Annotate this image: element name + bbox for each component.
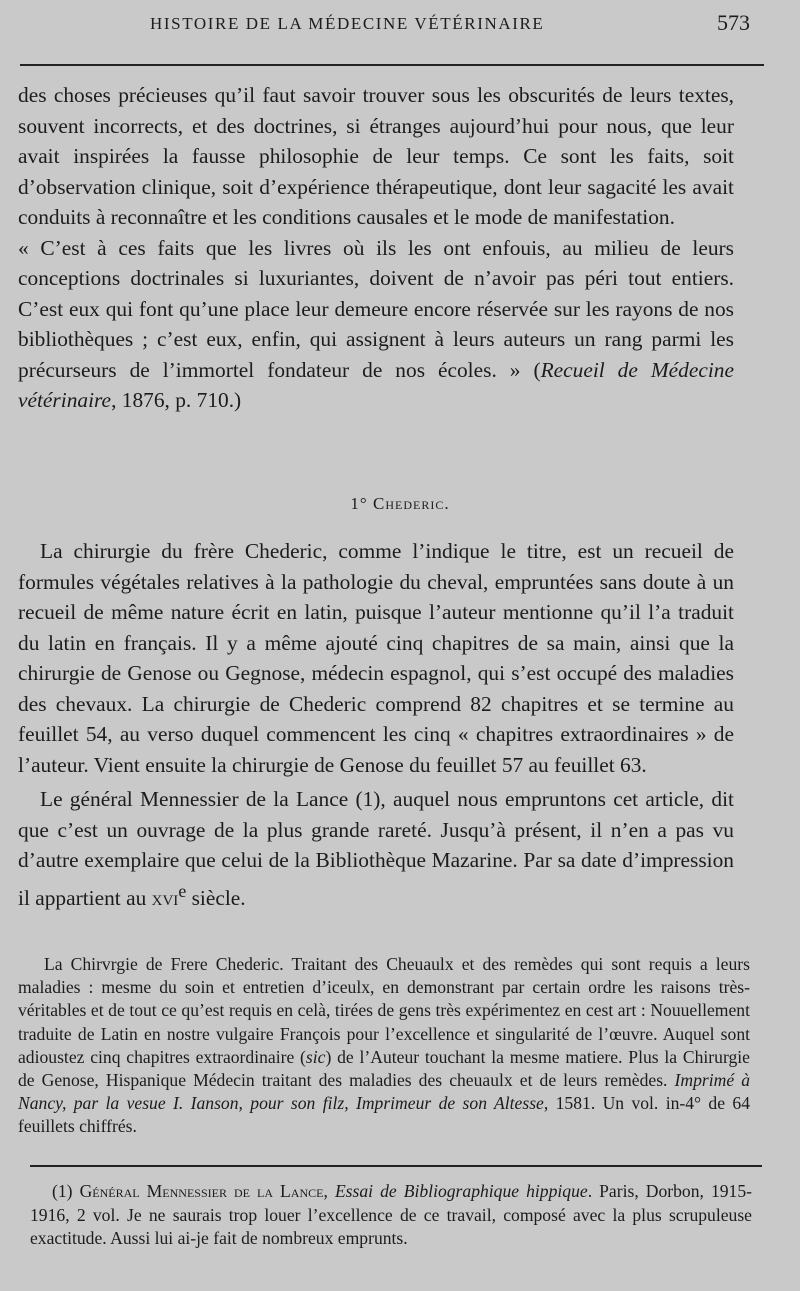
quote-paragraph-2 (18, 233, 734, 416)
footnote-separator: , (323, 1181, 335, 1201)
footnote-rule (30, 1165, 762, 1167)
section-heading (0, 494, 800, 514)
header-rule (20, 64, 764, 66)
biblio-continued-text: ) de l’Auteur touchant la mesme matiere. Plus la Chirurgie de Genose, Hispanique Médecin traitant des maladies des cheuaulx et de leurs remèdes. (18, 1046, 750, 1091)
body-paragraph-2 (18, 784, 734, 913)
page-number: 573 (717, 10, 750, 35)
biblio-details: , 1581. Un vol. in-4° de 64 feuillets chiffrés. (18, 1093, 750, 1137)
century-numeral: xvi (151, 885, 179, 910)
body-paragraph-2-text: Le général Mennessier de la Lance (1), auquel nous empruntons cet article, dit que c’est un ouvrage de la plus grande rareté. Jusqu’à présent, il n’en a pas vu d’autre exemplaire que celui de la Bibliothèque Mazarine. Par sa date d’impression il appartient au (18, 787, 734, 910)
footnote-author: Général Mennessier de la Lance (79, 1181, 324, 1201)
section-number: 1° (350, 494, 368, 513)
quote-source-details: , 1876, p. 710.) (111, 388, 242, 412)
biblio-imprint: Imprimé à Nancy, par la vesue I. Ianson, pour son filz, Imprimeur de son Altesse (18, 1070, 750, 1114)
bibliographic-entry (18, 953, 750, 1139)
body-paragraph-2-end: siècle. (186, 885, 246, 910)
quote-paragraph-1: des choses précieuses qu’il faut savoir trouver sous les obscurités de leurs textes, souvent incorrects, et des doctrines, si étranges aujourd’hui pour nous, que leur avait inspirées la fausse philosophie de leur temps. Ce sont les faits, soit d’observation clinique, soit d’expérience thérapeutique, dont leur sagacité les avait conduits à reconnaître et les conditions causales et le mode de manifestation. (18, 83, 734, 229)
section-name: Chederic. (372, 494, 450, 513)
running-head (20, 8, 782, 48)
biblio-title-text: La Chirvrgie de Frere Chederic. Traitant des Cheuaulx et des remèdes qui sont requis a leurs maladies : mesme du soin et entretien d’iceulx, en demonstrant par certain ordre les raisons très-véritables et de tout ce qu’est requis en celà, tirées de gens très expérimentez en cest art : Nouuellement traduite de Latin en nostre vulgaire François pour l’excellence et singularité de l’œuvre. Auquel sont adioustez cinq chapitres extraordinaire ( (18, 954, 750, 1067)
century-suffix: e (178, 880, 187, 901)
section-body (18, 536, 734, 913)
biblio-sic: sic (305, 1046, 326, 1067)
footnote-marker: (1) (52, 1181, 80, 1201)
running-title: HISTOIRE DE LA MÉDECINE VÉTÉRINAIRE (150, 14, 545, 33)
quoted-passage (18, 80, 734, 416)
footnote (30, 1180, 752, 1251)
quote-source-title: Recueil de Médecine vétérinaire (18, 357, 734, 412)
body-paragraph-1: La chirurgie du frère Chederic, comme l’indique le titre, est un recueil de formules végétales relatives à la pathologie du cheval, empruntées sans doute à un recueil de même nature écrit en latin, puisque l’auteur mentionne qu’il l’a traduit du latin en français. Il y a même ajouté cinq chapitres de sa main, ainsi que la chirurgie de Genose ou Gegnose, médecin espagnol, qui s’est occupé des maladies des chevaux. La chirurgie de Chederic comprend 82 chapitres et se termine au feuillet 54, au verso duquel commencent les cinq « chapitres extraordinaires » de l’auteur. Vient ensuite la chirurgie de Genose du feuillet 57 au feuillet 63. (18, 539, 734, 777)
quote-text: « C’est à ces faits que les livres où ils les ont enfouis, au milieu de leurs conceptions doctrinales si luxuriantes, doivent de n’avoir pas péri tout entiers. C’est eux qui font qu’une place leur demeure encore réservée sur les rayons de nos bibliothèques ; c’est eux, enfin, qui assignent à leurs auteurs un rang parmi les précurseurs de l’immortel fondateur de nos écoles. » ( (18, 235, 734, 382)
footnote-text: . Paris, Dorbon, 1915-1916, 2 vol. Je ne saurais trop louer l’excellence de ce travail, composé avec la plus scrupuleuse exactitude. Aussi lui ai-je fait de nombreux emprunts. (30, 1181, 753, 1249)
footnote-book-title: Essai de Bibliographique hippique (334, 1181, 588, 1201)
